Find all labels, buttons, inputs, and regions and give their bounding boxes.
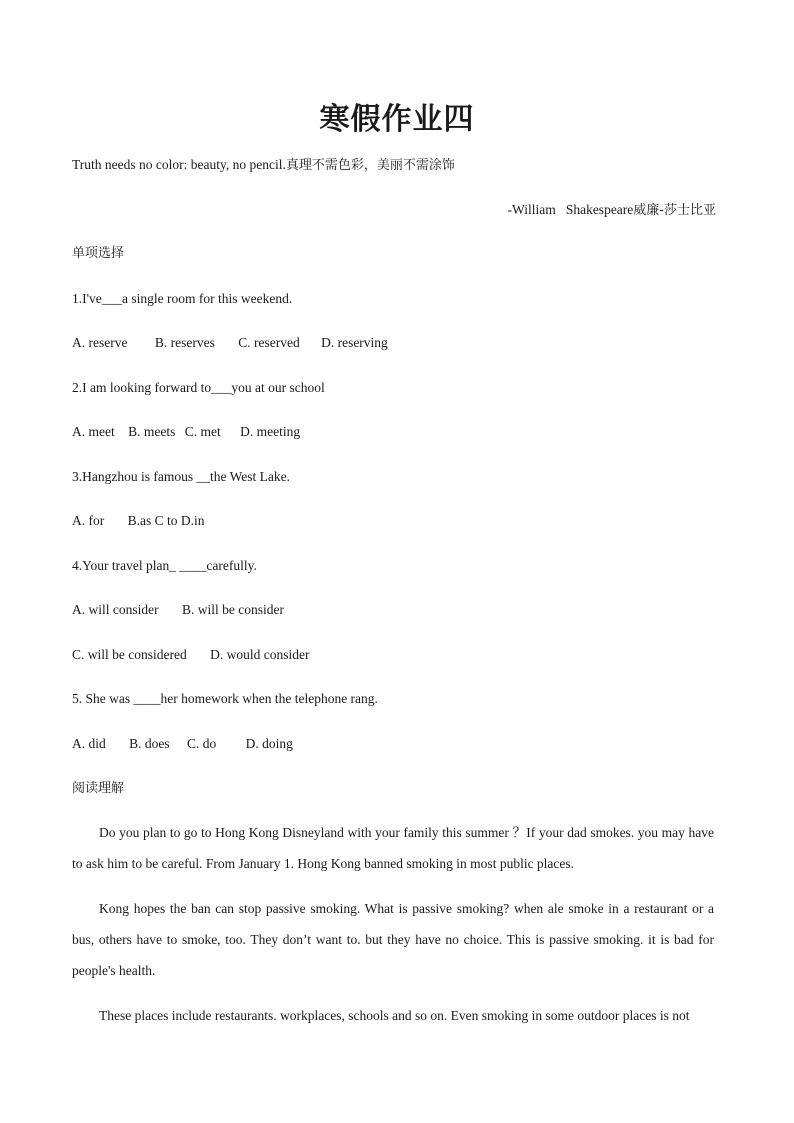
- option-c: C. reserved: [238, 335, 300, 350]
- question-options: [72, 512, 205, 530]
- quote-text-zh: 真理不需色彩，美丽不需涂饰: [285, 158, 455, 173]
- page-title: 寒假作业四: [319, 102, 475, 137]
- option-a: A. reserve: [72, 335, 128, 350]
- option-b: B. does: [129, 736, 170, 751]
- question-stem: 1.I've___a single room for this weekend.: [72, 291, 293, 306]
- question-stem: 3.Hangzhou is famous __the West Lake.: [72, 469, 290, 484]
- question-stem: 2.I am looking forward to___you at our school: [72, 380, 325, 395]
- question-options: [72, 601, 284, 619]
- option-d: D. meeting: [240, 424, 301, 439]
- question-options: [72, 735, 293, 753]
- option-bcd: B.as C to D.in: [127, 513, 205, 528]
- option-c: C. will be considered: [72, 647, 187, 662]
- option-d: D. reserving: [321, 335, 388, 350]
- attribution-zh: 威廉-莎士比亚: [633, 203, 716, 218]
- option-a: A. did: [72, 736, 106, 751]
- section-heading-reading: 阅读理解: [72, 781, 125, 796]
- option-a: A. meet: [72, 424, 115, 439]
- reading-paragraph: Kong hopes the ban can stop passive smoking. What is passive smoking? when ale smoke in a restaurant or a bus, others have to smoke, too. They don’t want to. but they have no choice. This is passive smoking. it is bad for people's health.: [72, 901, 714, 978]
- option-b: B. meets: [128, 424, 176, 439]
- option-a: A. for: [72, 513, 105, 528]
- reading-paragraph: Do you plan to go to Hong Kong Disneyland with your family this summer ？If your dad smokes. you may have to ask him to be careful. From January 1. Hong Kong banned smoking in most public places.: [72, 825, 714, 871]
- question-options: [72, 423, 300, 441]
- quote-attribution: [508, 201, 717, 220]
- option-a: A. will consider: [72, 602, 159, 617]
- question-options: [72, 646, 309, 664]
- option-c: C. met: [184, 424, 221, 439]
- question-stem: 4.Your travel plan_ ____carefully.: [72, 558, 257, 573]
- option-c: C. do: [187, 736, 217, 751]
- question-options: [72, 334, 388, 352]
- question-stem: 5. She was ____her homework when the telephone rang.: [72, 691, 378, 706]
- attribution-en: -William Shakespeare: [507, 202, 634, 217]
- option-d: D. doing: [245, 736, 293, 751]
- quote-line: [72, 156, 455, 175]
- quote-text-en: Truth needs no color: beauty, no pencil.: [72, 157, 286, 172]
- reading-paragraph: These places include restaurants. workplaces, schools and so on. Even smoking in some outdoor places is not: [99, 1008, 690, 1023]
- section-heading-choice: 单项选择: [72, 246, 125, 261]
- option-b: B. will be consider: [182, 602, 284, 617]
- option-d: D. would consider: [210, 647, 310, 662]
- option-b: B. reserves: [154, 335, 215, 350]
